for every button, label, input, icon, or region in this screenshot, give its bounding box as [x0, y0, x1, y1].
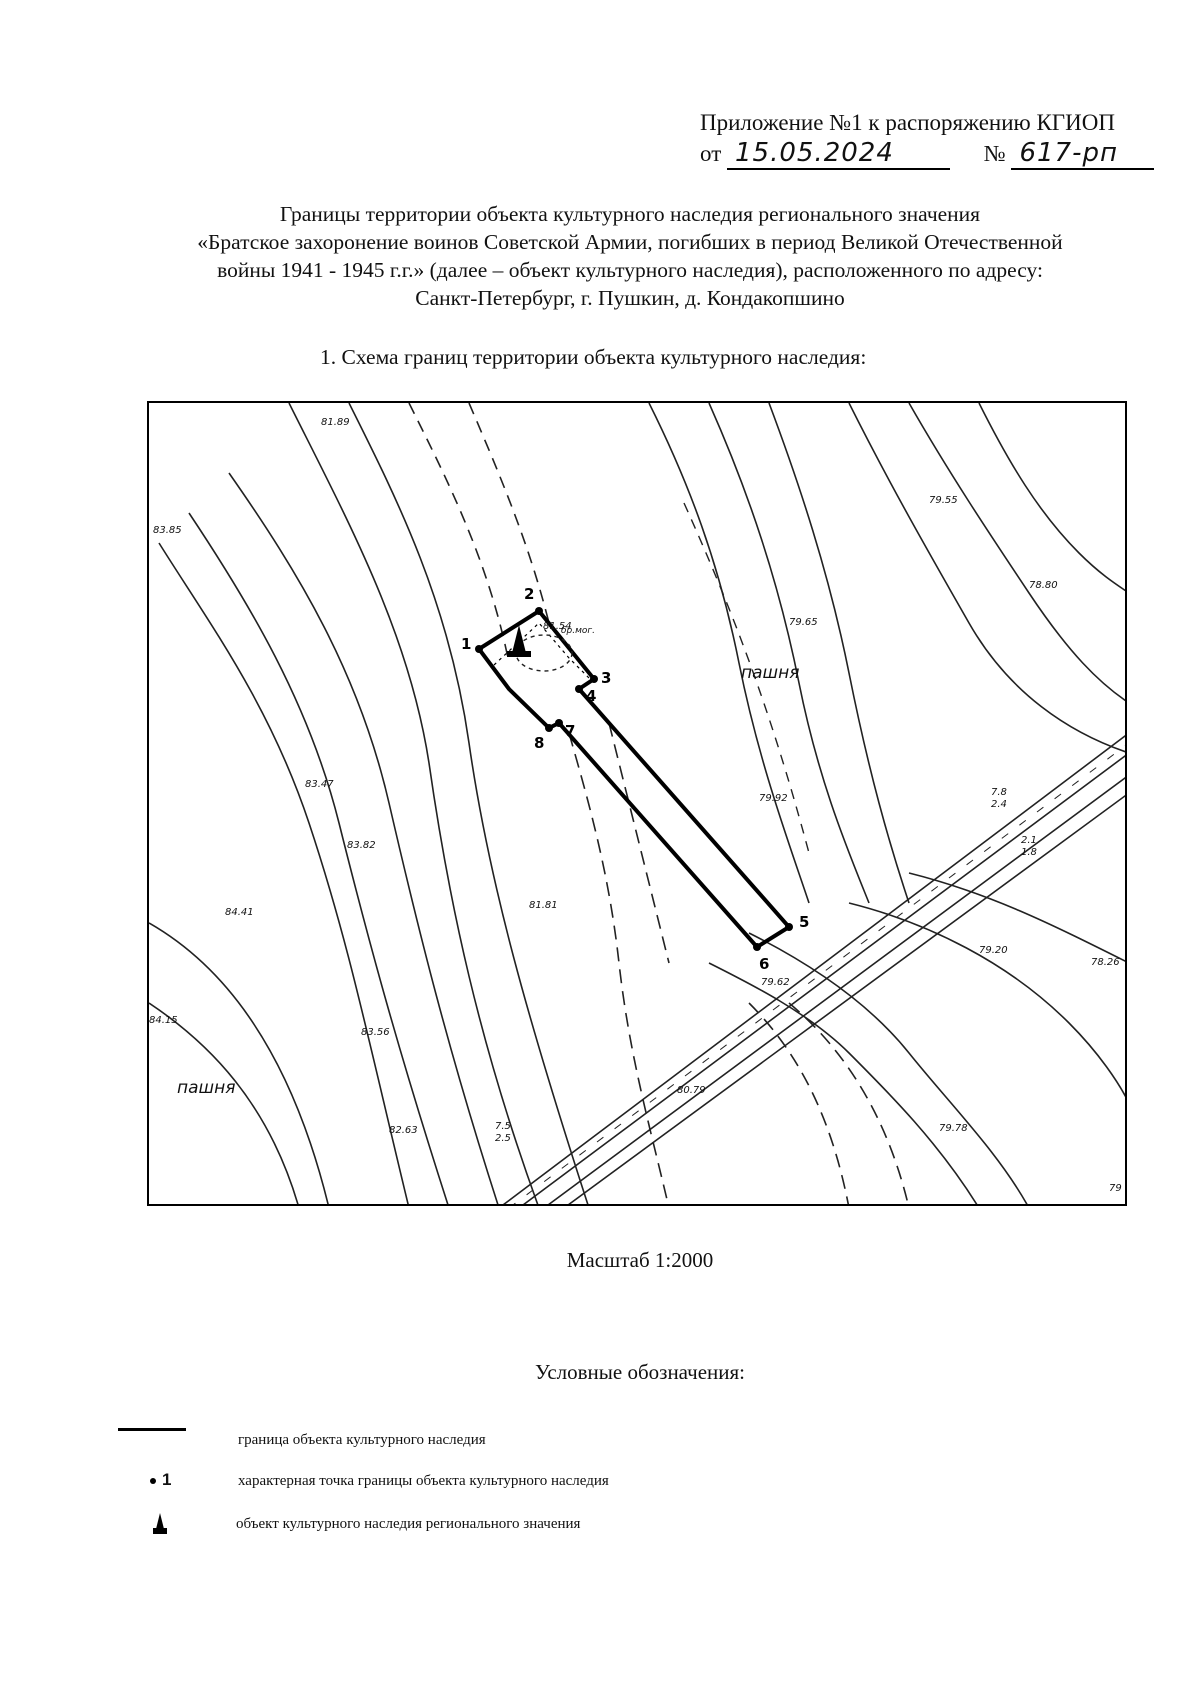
elevation-mark: 79.20 [979, 945, 1008, 956]
elevation-mark: 79.92 [759, 793, 788, 804]
boundary-point-4 [575, 685, 583, 693]
ditch-mark: 2.1 [1021, 835, 1037, 846]
appendix-header [700, 110, 1154, 170]
heritage-boundary-polygon [479, 611, 789, 947]
legend-item-point: характерная точка границы объекта культурного наследия [238, 1473, 609, 1489]
boundary-point-8 [545, 724, 553, 732]
elevation-mark: 81.89 [321, 417, 350, 428]
field-label-south: пашня [177, 1078, 236, 1098]
section-heading: 1. Схема границ территории объекта культурного наследия: [320, 345, 867, 369]
appendix-label: Приложение №1 к распоряжению КГИОП [700, 110, 1115, 135]
point-dot [150, 1478, 156, 1484]
elevation-mark: 84.15 [149, 1015, 178, 1026]
boundary-map [147, 401, 1127, 1206]
document-title [100, 200, 1160, 312]
elevation-mark: 79.78 [939, 1123, 968, 1134]
legend-point-number: 1 [162, 1470, 172, 1489]
field-label-north: пашня [741, 663, 800, 683]
date-prefix: от [700, 141, 722, 166]
ditch-mark: 2.4 [991, 799, 1007, 810]
legend-item-monument: объект культурного наследия регионального значения [236, 1516, 581, 1532]
ditch-mark: 7.8 [991, 787, 1007, 798]
map-scale: Масштаб 1:2000 [566, 1248, 714, 1272]
point-label-3: 3 [601, 669, 612, 687]
point-label-1: 1 [461, 635, 472, 653]
elevation-mark: 79.65 [789, 617, 818, 628]
elevation-mark: 83.85 [153, 525, 182, 536]
topographic-map [149, 403, 1127, 1206]
elevation-mark: 79.62 [761, 977, 790, 988]
elevation-mark: 83.56 [361, 1027, 390, 1038]
title-line-2: «Братское захоронение воинов Советской Армии, погибших в период Великой Отечественной [197, 230, 1063, 254]
boundary-point-3 [590, 675, 598, 683]
point-label-5: 5 [799, 913, 810, 931]
boundary-point-5 [785, 923, 793, 931]
legend-item-boundary: граница объекта культурного наследия [238, 1432, 486, 1448]
point-label-8: 8 [534, 734, 545, 752]
elevation-mark: 79 [1109, 1183, 1122, 1194]
elevation-mark: 84.41 [225, 907, 254, 918]
legend-monument-icon [152, 1513, 168, 1540]
boundary-points [461, 585, 809, 973]
legend-point-symbol [150, 1470, 171, 1490]
title-line-3: войны 1941 - 1945 г.г.» (далее – объект культурного наследия), расположенного по адресу: [217, 258, 1043, 282]
number-prefix: № [983, 141, 1006, 166]
elevation-mark: 78.80 [1029, 580, 1058, 591]
title-line-1: Границы территории объекта культурного наследия регионального значения [279, 202, 981, 226]
elevation-mark: 82.63 [389, 1125, 418, 1136]
point-label-4: 4 [586, 687, 597, 705]
elevation-marks [149, 417, 1122, 1194]
elevation-mark: 83.47 [305, 779, 334, 790]
grave-feature-label: бр.мог. [561, 626, 596, 636]
boundary-point-1 [475, 645, 483, 653]
contour-lines [149, 403, 1127, 1206]
order-number: 617-рп [1011, 138, 1154, 170]
boundary-point-6 [753, 943, 761, 951]
elevation-mark: 83.82 [347, 840, 376, 851]
elevation-mark: 81.54 [543, 621, 572, 632]
title-line-4: Санкт-Петербург, г. Пушкин, д. Кондакопшино [415, 286, 845, 310]
elevation-mark: 81.81 [529, 900, 558, 911]
elevation-mark: 80.79 [677, 1085, 706, 1096]
point-label-2: 2 [524, 585, 535, 603]
ditch-mark: 2.5 [495, 1133, 511, 1144]
legend-title: Условные обозначения: [534, 1360, 746, 1384]
ditch-mark: 7.5 [495, 1121, 511, 1132]
legend-line-symbol [118, 1428, 186, 1431]
point-label-6: 6 [759, 955, 770, 973]
order-date: 15.05.2024 [727, 138, 950, 170]
point-label-7: 7 [565, 722, 576, 740]
elevation-mark: 79.55 [929, 495, 958, 506]
elevation-mark: 78.26 [1091, 957, 1120, 968]
ditch-mark: 1.8 [1021, 847, 1037, 858]
boundary-point-7 [555, 719, 563, 727]
boundary-point-2 [535, 607, 543, 615]
